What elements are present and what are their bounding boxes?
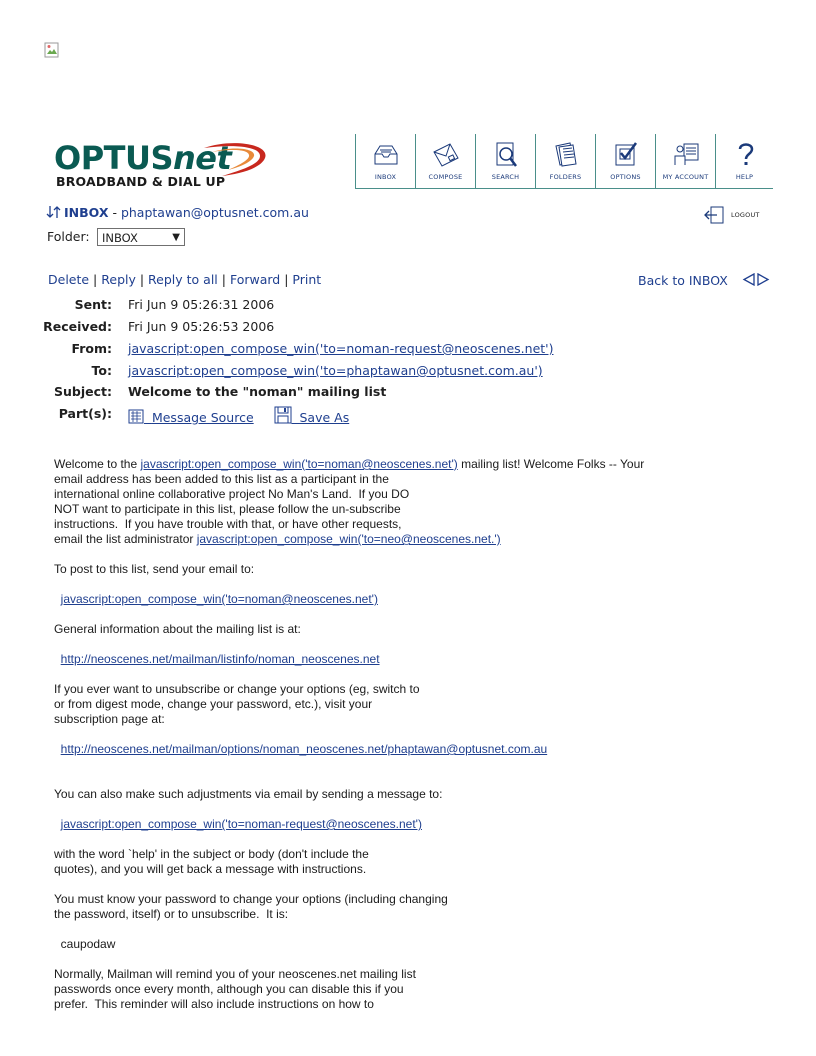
- delete-link[interactable]: Delete: [48, 272, 90, 287]
- body-line: prefer. This reminder will also include instructions on how to: [54, 997, 374, 1011]
- compose-icon: [432, 140, 460, 170]
- body-line: [54, 652, 744, 667]
- body-line: subscription page at:: [54, 712, 165, 726]
- toolbar-compose[interactable]: [415, 134, 475, 188]
- main-toolbar: [355, 134, 773, 189]
- body-line: email the list administrator javascript:open_compose_win('to=neo@neoscenes.net.'): [54, 532, 501, 546]
- message-actions: [48, 272, 321, 287]
- toolbar-compose-label: COMPOSE: [428, 173, 463, 181]
- body-line: You can also make such adjustments via email by sending a message to:: [54, 787, 443, 801]
- save-as-icon: [274, 406, 292, 424]
- action-separator: |: [135, 272, 149, 287]
- to-address-link[interactable]: javascript:open_compose_win('to=phaptawan@optusnet.com.au'): [128, 363, 543, 378]
- folders-icon: [552, 140, 580, 170]
- reply-link[interactable]: Reply: [101, 272, 136, 287]
- body-link[interactable]: http://neoscenes.net/mailman/options/noman_neoscenes.net/phaptawan@optusnet.com.au: [60, 742, 548, 756]
- from-address-link[interactable]: javascript:open_compose_win('to=noman-request@neoscenes.net'): [128, 341, 554, 356]
- toolbar-options-label: OPTIONS: [610, 173, 641, 181]
- previous-message-icon[interactable]: [742, 273, 756, 286]
- sent-value: Fri Jun 9 05:26:31 2006: [128, 297, 275, 312]
- search-icon: [492, 140, 520, 170]
- options-icon: [612, 140, 640, 170]
- sent-label: Sent:: [74, 297, 112, 312]
- body-line: Normally, Mailman will remind you of your neoscenes.net mailing list: [54, 967, 416, 981]
- account-email: phaptawan@optusnet.com.au: [120, 205, 309, 220]
- toolbar-folders-label: FOLDERS: [549, 173, 582, 181]
- body-line: To post to this list, send your email to:: [54, 562, 255, 576]
- folder-label: Folder:: [47, 229, 90, 244]
- mailbox-name: INBOX: [64, 205, 109, 220]
- dropdown-arrow-icon: ▼: [172, 232, 180, 243]
- body-link[interactable]: javascript:open_compose_win('to=noman-request@neoscenes.net'): [60, 817, 422, 831]
- body-line: email address has been added to this list as a participant in the: [54, 472, 389, 486]
- body-link[interactable]: javascript:open_compose_win('to=noman@neoscenes.net'): [140, 457, 458, 471]
- body-line: [54, 937, 744, 952]
- action-separator: |: [89, 272, 102, 287]
- save-as-link[interactable]: [292, 410, 350, 425]
- body-link[interactable]: http://neoscenes.net/mailman/listinfo/noman_neoscenes.net: [60, 652, 380, 666]
- folder-selected-value: INBOX: [102, 231, 138, 245]
- message-source-link[interactable]: [144, 410, 254, 425]
- body-line: Welcome to the javascript:open_compose_win('to=noman@neoscenes.net') mailing list! Welcome Folks -- Your: [54, 457, 645, 471]
- save-as-label: Save As: [299, 410, 350, 425]
- body-line: [54, 817, 744, 832]
- toolbar-inbox[interactable]: [355, 134, 415, 188]
- received-label: Received:: [43, 319, 112, 334]
- from-label: From:: [71, 341, 112, 356]
- body-line: [54, 742, 744, 757]
- toolbar-my-account-label: MY ACCOUNT: [662, 173, 709, 181]
- optusnet-logo: [54, 140, 269, 192]
- to-label: To:: [91, 363, 112, 378]
- body-line: instructions. If you have trouble with that, or have other requests,: [54, 517, 402, 531]
- action-separator: |: [217, 272, 230, 287]
- back-nav: [638, 273, 770, 289]
- subject-label: Subject:: [54, 384, 112, 399]
- logo-optus-text: OPTUS: [54, 139, 174, 177]
- message-source-label: Message Source: [151, 410, 254, 425]
- body-line: with the word `help' in the subject or body (don't include the: [54, 847, 369, 861]
- body-line: NOT want to participate in this list, please follow the un-subscribe: [54, 502, 401, 516]
- logout-icon: [703, 206, 725, 224]
- mailbox-separator: -: [108, 205, 121, 220]
- reply-all-link[interactable]: Reply to all: [148, 272, 218, 287]
- toolbar-folders[interactable]: [535, 134, 595, 188]
- parts-label: Part(s):: [58, 406, 112, 421]
- message-source-icon: [128, 409, 144, 424]
- mailbox-arrows-icon: [46, 205, 62, 219]
- help-icon: [732, 140, 760, 170]
- body-link[interactable]: javascript:open_compose_win('to=noman@neoscenes.net'): [60, 592, 378, 606]
- my-account-icon: [672, 140, 700, 170]
- body-link[interactable]: javascript:open_compose_win('to=neo@neoscenes.net.'): [196, 532, 501, 546]
- logout-label: LOGOUT: [731, 210, 760, 219]
- forward-link[interactable]: Forward: [229, 272, 281, 287]
- mailbox-heading: [46, 205, 309, 220]
- toolbar-search-label: SEARCH: [491, 173, 520, 181]
- action-separator: |: [280, 272, 293, 287]
- body-line: quotes), and you will get back a message with instructions.: [54, 862, 367, 876]
- print-link[interactable]: Print: [292, 272, 322, 287]
- message-parts: [128, 406, 349, 425]
- toolbar-my-account[interactable]: [655, 134, 715, 188]
- toolbar-options[interactable]: [595, 134, 655, 188]
- body-line: or from digest mode, change your password, etc.), visit your: [54, 697, 373, 711]
- body-line: [54, 592, 744, 607]
- inbox-icon: [372, 140, 400, 170]
- body-line: You must know your password to change your options (including changing: [54, 892, 448, 906]
- logo-subtitle: BROADBAND & DIAL UP: [56, 174, 226, 189]
- body-line: international online collaborative project No Man's Land. If you DO: [54, 487, 410, 501]
- toolbar-help-label: HELP: [735, 173, 754, 181]
- body-line: General information about the mailing list is at:: [54, 622, 301, 636]
- toolbar-help[interactable]: [715, 134, 773, 188]
- subject-value: Welcome to the "noman" mailing list: [128, 384, 387, 399]
- body-line: passwords once every month, although you can disable this if you: [54, 982, 404, 996]
- back-to-inbox-link[interactable]: Back to INBOX: [638, 273, 728, 288]
- body-line: If you ever want to unsubscribe or change your options (eg, switch to: [54, 682, 420, 696]
- toolbar-inbox-label: INBOX: [374, 173, 397, 181]
- toolbar-search[interactable]: [475, 134, 535, 188]
- logout-button[interactable]: [703, 204, 760, 224]
- next-message-icon[interactable]: [756, 273, 770, 286]
- password-value: caupodaw: [60, 937, 116, 951]
- broken-image-icon: [44, 42, 60, 58]
- body-line: the password, itself) or to unsubscribe. It is:: [54, 907, 289, 921]
- folder-row: [47, 229, 180, 245]
- received-value: Fri Jun 9 05:26:53 2006: [128, 319, 275, 334]
- folder-select[interactable]: [97, 228, 185, 246]
- logo-net-text: net: [173, 139, 232, 177]
- message-body: [54, 457, 744, 1012]
